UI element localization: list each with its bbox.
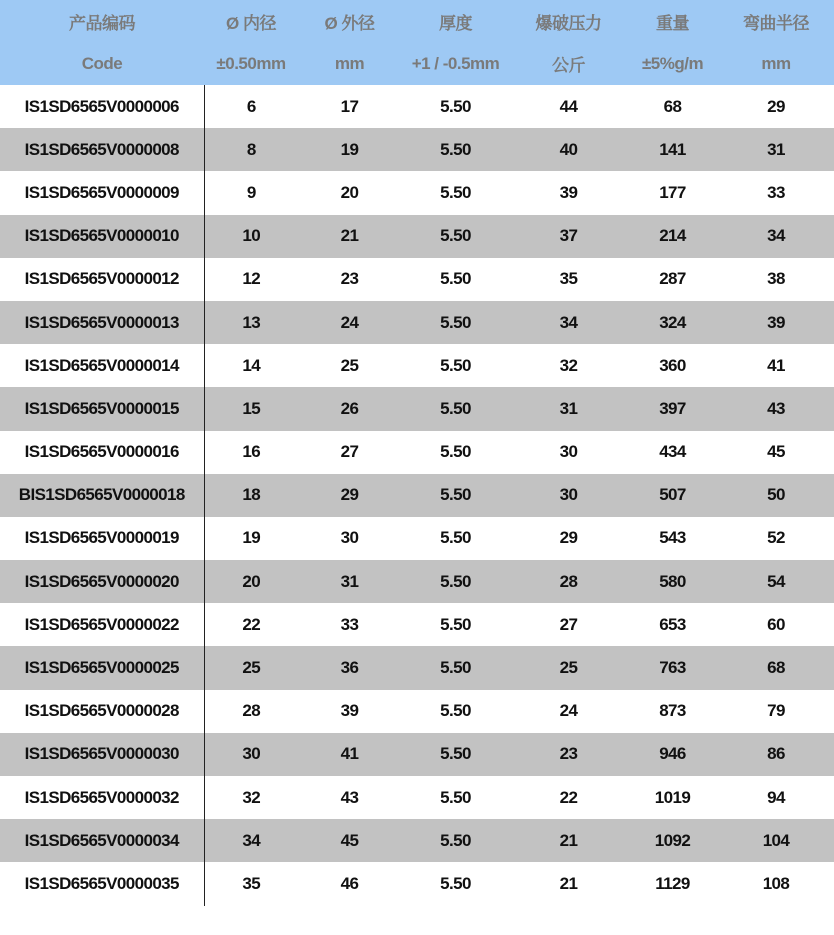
- cell-bend-radius: 38: [718, 258, 834, 301]
- cell-outer-diameter: 23: [298, 258, 401, 301]
- cell-code: IS1SD6565V0000025: [0, 646, 204, 689]
- cell-bend-radius: 33: [718, 171, 834, 214]
- cell-code: IS1SD6565V0000035: [0, 862, 204, 905]
- table-row: [0, 128, 834, 171]
- cell-outer-diameter: 45: [298, 819, 401, 862]
- cell-bend-radius: 45: [718, 431, 834, 474]
- cell-outer-diameter: 17: [298, 85, 401, 128]
- cell-bend-radius: 86: [718, 733, 834, 776]
- cell-weight: 1129: [627, 862, 718, 905]
- cell-bend-radius: 68: [718, 646, 834, 689]
- table-row: [0, 301, 834, 344]
- header-code: 产品编码: [0, 0, 204, 42]
- unit-thickness: +1 / -0.5mm: [401, 42, 510, 85]
- cell-weight: 177: [627, 171, 718, 214]
- cell-code: IS1SD6565V0000016: [0, 431, 204, 474]
- cell-outer-diameter: 41: [298, 733, 401, 776]
- cell-bend-radius: 39: [718, 301, 834, 344]
- cell-bend-radius: 34: [718, 215, 834, 258]
- cell-bend-radius: 104: [718, 819, 834, 862]
- unit-code: Code: [0, 42, 204, 85]
- cell-outer-diameter: 43: [298, 776, 401, 819]
- cell-weight: 214: [627, 215, 718, 258]
- cell-weight: 507: [627, 474, 718, 517]
- cell-weight: 324: [627, 301, 718, 344]
- cell-thickness: 5.50: [401, 603, 510, 646]
- table-row: [0, 215, 834, 258]
- cell-burst-pressure: 24: [510, 690, 627, 733]
- cell-burst-pressure: 35: [510, 258, 627, 301]
- cell-code: IS1SD6565V0000008: [0, 128, 204, 171]
- cell-weight: 360: [627, 344, 718, 387]
- cell-burst-pressure: 30: [510, 474, 627, 517]
- header-unit-row: [0, 42, 834, 85]
- table-row: [0, 387, 834, 430]
- cell-burst-pressure: 44: [510, 85, 627, 128]
- table-row: [0, 171, 834, 214]
- cell-outer-diameter: 20: [298, 171, 401, 214]
- cell-code: IS1SD6565V0000020: [0, 560, 204, 603]
- cell-burst-pressure: 29: [510, 517, 627, 560]
- cell-bend-radius: 54: [718, 560, 834, 603]
- cell-weight: 397: [627, 387, 718, 430]
- table-row: [0, 258, 834, 301]
- cell-inner-diameter: 30: [204, 733, 298, 776]
- table-row: [0, 344, 834, 387]
- cell-burst-pressure: 39: [510, 171, 627, 214]
- cell-burst-pressure: 31: [510, 387, 627, 430]
- cell-outer-diameter: 29: [298, 474, 401, 517]
- cell-burst-pressure: 22: [510, 776, 627, 819]
- header-inner-diameter: Ø 内径: [204, 0, 298, 42]
- cell-bend-radius: 79: [718, 690, 834, 733]
- cell-thickness: 5.50: [401, 258, 510, 301]
- cell-outer-diameter: 19: [298, 128, 401, 171]
- cell-outer-diameter: 39: [298, 690, 401, 733]
- cell-outer-diameter: 24: [298, 301, 401, 344]
- cell-bend-radius: 50: [718, 474, 834, 517]
- cell-thickness: 5.50: [401, 690, 510, 733]
- cell-thickness: 5.50: [401, 344, 510, 387]
- cell-inner-diameter: 10: [204, 215, 298, 258]
- cell-code: IS1SD6565V0000022: [0, 603, 204, 646]
- cell-inner-diameter: 6: [204, 85, 298, 128]
- cell-code: IS1SD6565V0000028: [0, 690, 204, 733]
- table-row: [0, 690, 834, 733]
- cell-inner-diameter: 12: [204, 258, 298, 301]
- cell-code: IS1SD6565V0000032: [0, 776, 204, 819]
- cell-inner-diameter: 16: [204, 431, 298, 474]
- header-weight: 重量: [627, 0, 718, 42]
- table-row: [0, 517, 834, 560]
- cell-outer-diameter: 31: [298, 560, 401, 603]
- cell-outer-diameter: 33: [298, 603, 401, 646]
- header-outer-diameter: Ø 外径: [298, 0, 401, 42]
- cell-thickness: 5.50: [401, 819, 510, 862]
- cell-weight: 873: [627, 690, 718, 733]
- cell-thickness: 5.50: [401, 733, 510, 776]
- cell-weight: 287: [627, 258, 718, 301]
- cell-bend-radius: 31: [718, 128, 834, 171]
- table-row: [0, 862, 834, 905]
- cell-inner-diameter: 15: [204, 387, 298, 430]
- cell-thickness: 5.50: [401, 128, 510, 171]
- cell-outer-diameter: 21: [298, 215, 401, 258]
- table-header: [0, 0, 834, 85]
- cell-code: IS1SD6565V0000034: [0, 819, 204, 862]
- table-row: [0, 819, 834, 862]
- header-title-row: [0, 0, 834, 42]
- cell-bend-radius: 43: [718, 387, 834, 430]
- cell-code: IS1SD6565V0000019: [0, 517, 204, 560]
- cell-thickness: 5.50: [401, 387, 510, 430]
- cell-code: IS1SD6565V0000006: [0, 85, 204, 128]
- cell-burst-pressure: 25: [510, 646, 627, 689]
- cell-weight: 653: [627, 603, 718, 646]
- table-row: [0, 776, 834, 819]
- unit-bend-radius: mm: [718, 42, 834, 85]
- table-row: [0, 560, 834, 603]
- cell-burst-pressure: 28: [510, 560, 627, 603]
- cell-inner-diameter: 13: [204, 301, 298, 344]
- cell-weight: 1092: [627, 819, 718, 862]
- cell-burst-pressure: 30: [510, 431, 627, 474]
- table-row: [0, 733, 834, 776]
- cell-weight: 1019: [627, 776, 718, 819]
- cell-thickness: 5.50: [401, 646, 510, 689]
- table-row: [0, 603, 834, 646]
- cell-thickness: 5.50: [401, 560, 510, 603]
- cell-inner-diameter: 32: [204, 776, 298, 819]
- header-bend-radius: 弯曲半径: [718, 0, 834, 42]
- cell-inner-diameter: 20: [204, 560, 298, 603]
- cell-thickness: 5.50: [401, 215, 510, 258]
- cell-weight: 434: [627, 431, 718, 474]
- table-body: [0, 85, 834, 906]
- cell-inner-diameter: 18: [204, 474, 298, 517]
- cell-code: IS1SD6565V0000009: [0, 171, 204, 214]
- unit-weight: ±5%g/m: [627, 42, 718, 85]
- cell-code: IS1SD6565V0000015: [0, 387, 204, 430]
- cell-weight: 68: [627, 85, 718, 128]
- cell-thickness: 5.50: [401, 862, 510, 905]
- cell-burst-pressure: 27: [510, 603, 627, 646]
- cell-bend-radius: 41: [718, 344, 834, 387]
- cell-thickness: 5.50: [401, 85, 510, 128]
- cell-burst-pressure: 34: [510, 301, 627, 344]
- cell-inner-diameter: 19: [204, 517, 298, 560]
- cell-code: IS1SD6565V0000013: [0, 301, 204, 344]
- cell-burst-pressure: 32: [510, 344, 627, 387]
- cell-thickness: 5.50: [401, 776, 510, 819]
- cell-weight: 141: [627, 128, 718, 171]
- cell-inner-diameter: 9: [204, 171, 298, 214]
- cell-thickness: 5.50: [401, 431, 510, 474]
- cell-inner-diameter: 35: [204, 862, 298, 905]
- cell-code: IS1SD6565V0000014: [0, 344, 204, 387]
- cell-weight: 543: [627, 517, 718, 560]
- cell-code: BIS1SD6565V0000018: [0, 474, 204, 517]
- cell-inner-diameter: 25: [204, 646, 298, 689]
- cell-code: IS1SD6565V0000010: [0, 215, 204, 258]
- cell-bend-radius: 94: [718, 776, 834, 819]
- cell-code: IS1SD6565V0000030: [0, 733, 204, 776]
- cell-thickness: 5.50: [401, 474, 510, 517]
- cell-outer-diameter: 30: [298, 517, 401, 560]
- table-row: [0, 85, 834, 128]
- cell-bend-radius: 60: [718, 603, 834, 646]
- cell-inner-diameter: 34: [204, 819, 298, 862]
- header-burst-pressure: 爆破压力: [510, 0, 627, 42]
- header-thickness: 厚度: [401, 0, 510, 42]
- cell-burst-pressure: 37: [510, 215, 627, 258]
- table-row: [0, 646, 834, 689]
- cell-bend-radius: 52: [718, 517, 834, 560]
- cell-weight: 763: [627, 646, 718, 689]
- cell-inner-diameter: 22: [204, 603, 298, 646]
- cell-code: IS1SD6565V0000012: [0, 258, 204, 301]
- cell-burst-pressure: 23: [510, 733, 627, 776]
- cell-outer-diameter: 36: [298, 646, 401, 689]
- cell-inner-diameter: 8: [204, 128, 298, 171]
- cell-outer-diameter: 25: [298, 344, 401, 387]
- cell-outer-diameter: 26: [298, 387, 401, 430]
- cell-burst-pressure: 40: [510, 128, 627, 171]
- cell-burst-pressure: 21: [510, 819, 627, 862]
- unit-inner-diameter: ±0.50mm: [204, 42, 298, 85]
- cell-outer-diameter: 46: [298, 862, 401, 905]
- cell-bend-radius: 108: [718, 862, 834, 905]
- table-row: [0, 431, 834, 474]
- cell-weight: 946: [627, 733, 718, 776]
- cell-thickness: 5.50: [401, 517, 510, 560]
- cell-inner-diameter: 14: [204, 344, 298, 387]
- cell-bend-radius: 29: [718, 85, 834, 128]
- cell-outer-diameter: 27: [298, 431, 401, 474]
- unit-outer-diameter: mm: [298, 42, 401, 85]
- cell-burst-pressure: 21: [510, 862, 627, 905]
- table-row: [0, 474, 834, 517]
- unit-burst-pressure: 公斤: [510, 42, 627, 85]
- cell-thickness: 5.50: [401, 301, 510, 344]
- cell-thickness: 5.50: [401, 171, 510, 214]
- cell-inner-diameter: 28: [204, 690, 298, 733]
- cell-weight: 580: [627, 560, 718, 603]
